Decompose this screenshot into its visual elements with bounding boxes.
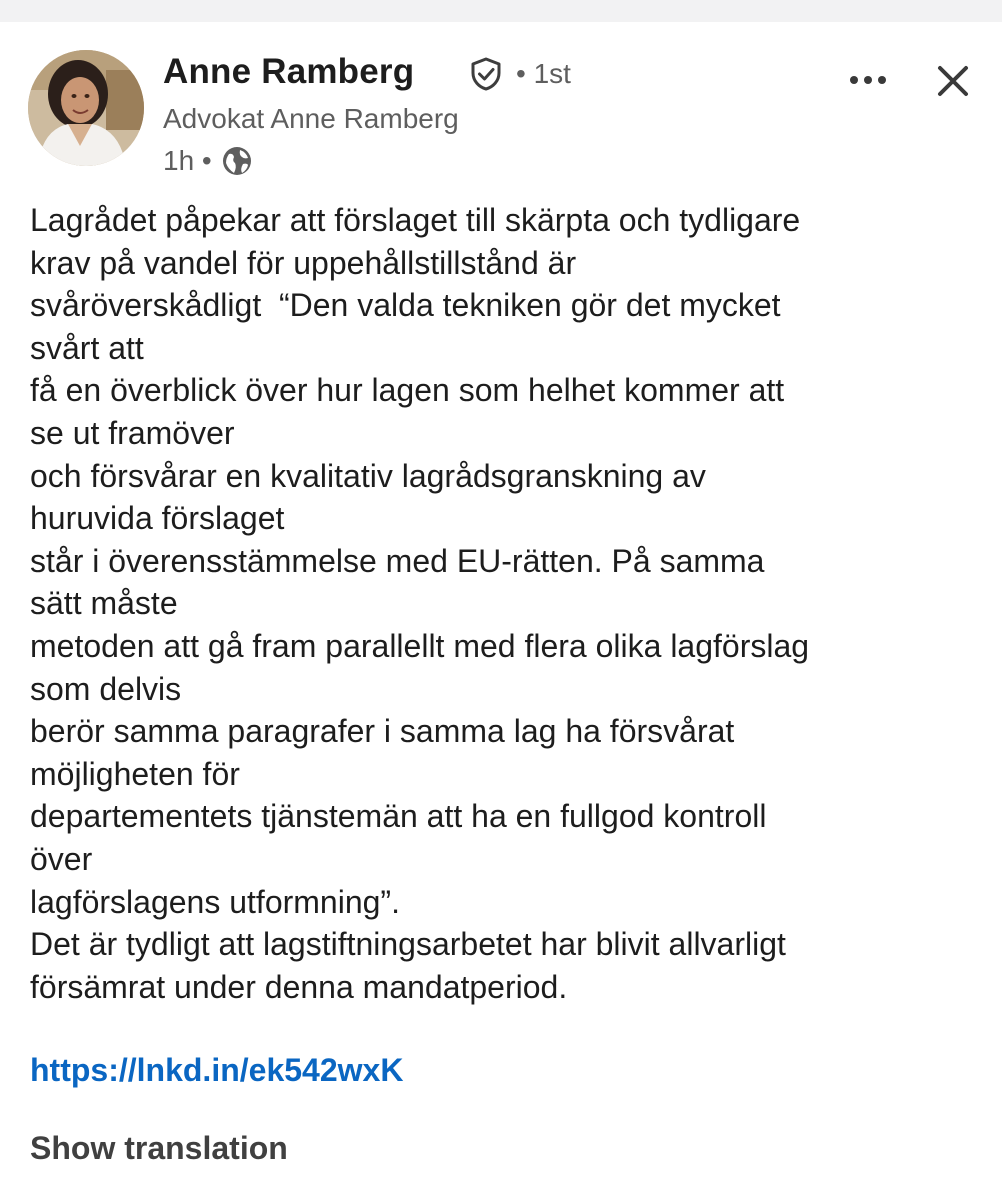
more-horizontal-icon (846, 62, 890, 98)
post-line: Lagrådet påpekar att förslaget till skärpta och tydligare (30, 202, 801, 238)
post-line: svåröverskådligt “Den valda tekniken gör det mycket (30, 287, 781, 324)
globe-icon (220, 144, 254, 178)
post-line: lagförslagens utformning”. (30, 883, 400, 920)
author-name[interactable]: Anne Ramberg (163, 52, 415, 91)
show-translation-button[interactable]: Show translation (30, 1130, 288, 1166)
post-line: krav på vandel för uppehållstillstånd är (30, 244, 577, 281)
post-text (30, 199, 980, 1008)
post-line: över (30, 840, 93, 877)
post-line: försämrat under denna mandatperiod. (30, 968, 568, 1005)
post-line: få en överblick över hur lagen som helhet kommer att (30, 372, 785, 409)
post-line: Det är tydligt att lagstiftningsarbetet har blivit allvarligt (30, 926, 786, 963)
post-line: möjligheten för (30, 755, 240, 792)
post-line: departementets tjänstemän att ha en fullgod kontroll (30, 798, 767, 835)
post-line: sätt måste (30, 585, 178, 622)
author-headline: Advokat Anne Ramberg (163, 103, 459, 134)
verified-shield-icon (468, 56, 504, 92)
post-link[interactable]: https://lnkd.in/ek542wxK (30, 1052, 404, 1088)
post-line: står i överensstämmelse med EU-rätten. På samma (30, 542, 765, 579)
close-button[interactable] (930, 58, 976, 104)
post-line: huruvida förslaget (30, 500, 285, 537)
post-meta (163, 143, 254, 179)
post-line: svårt att (30, 329, 144, 366)
post-line: berör samma paragrafer i samma lag ha försvårat (30, 713, 735, 750)
avatar[interactable] (28, 50, 144, 166)
post-time: 1h • (163, 145, 212, 176)
connection-degree: • 1st (516, 58, 571, 89)
post-line: som delvis (30, 670, 182, 707)
post-line: se ut framöver (30, 414, 235, 451)
post-line: och försvårar en kvalitativ lagrådsgranskning av (30, 457, 706, 494)
close-icon (930, 58, 976, 104)
more-options-button[interactable] (846, 62, 890, 98)
top-strip (0, 0, 1002, 22)
post-line: metoden att gå fram parallellt med flera olika lagförslag (30, 627, 810, 664)
